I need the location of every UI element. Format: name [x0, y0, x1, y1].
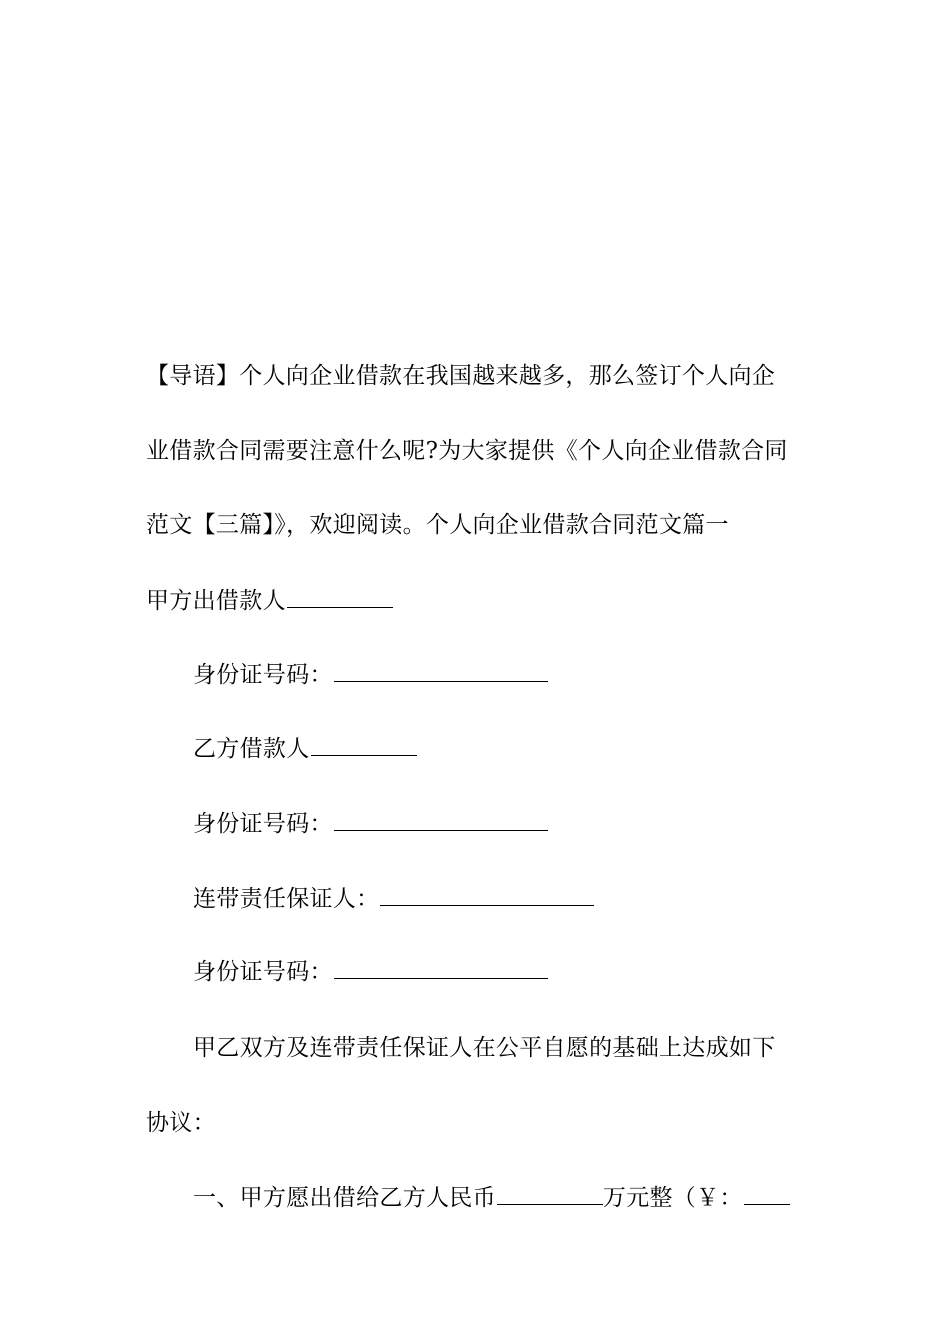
guarantor-id-label: 身份证号码： — [193, 959, 333, 985]
guarantor-id-blank[interactable] — [334, 958, 548, 979]
clause-1-amount-blank[interactable] — [497, 1184, 603, 1205]
clause-1-text: 一、甲方愿出借给乙方人民币 — [193, 1185, 496, 1211]
party-b-label: 乙方借款人 — [193, 736, 310, 762]
party-a-id-label: 身份证号码： — [193, 662, 333, 688]
party-a-line — [146, 586, 393, 616]
guarantor-line — [193, 884, 594, 914]
intro-line-2: 业借款合同需要注意什么呢?为大家提供《个人向企业借款合同 — [146, 438, 788, 464]
intro-line-3: 范文【三篇】》，欢迎阅读。个人向企业借款合同范文篇一 — [146, 512, 729, 538]
guarantor-blank[interactable] — [380, 885, 594, 906]
intro-line-1: 【导语】个人向企业借款在我国越来越多，那么签订个人向企 — [146, 363, 776, 389]
party-a-id-line — [193, 660, 548, 690]
guarantor-label: 连带责任保证人： — [193, 886, 380, 912]
party-a-blank[interactable] — [287, 587, 393, 608]
party-a-label: 甲方出借款人 — [146, 588, 286, 614]
party-b-blank[interactable] — [311, 735, 417, 756]
agreement-line-2: 协议： — [146, 1110, 216, 1136]
party-b-id-blank[interactable] — [334, 810, 548, 831]
clause-1-figure-blank[interactable] — [744, 1184, 790, 1205]
guarantor-id-line — [193, 957, 548, 987]
party-b-line — [193, 734, 417, 764]
party-b-id-label: 身份证号码： — [193, 811, 333, 837]
clause-1-line — [193, 1183, 790, 1213]
party-b-id-line — [193, 809, 548, 839]
party-a-id-blank[interactable] — [334, 661, 548, 682]
clause-1-unit: 万元整（￥： — [602, 1185, 743, 1211]
agreement-line-1: 甲乙双方及连带责任保证人在公平自愿的基础上达成如下 — [193, 1035, 776, 1061]
